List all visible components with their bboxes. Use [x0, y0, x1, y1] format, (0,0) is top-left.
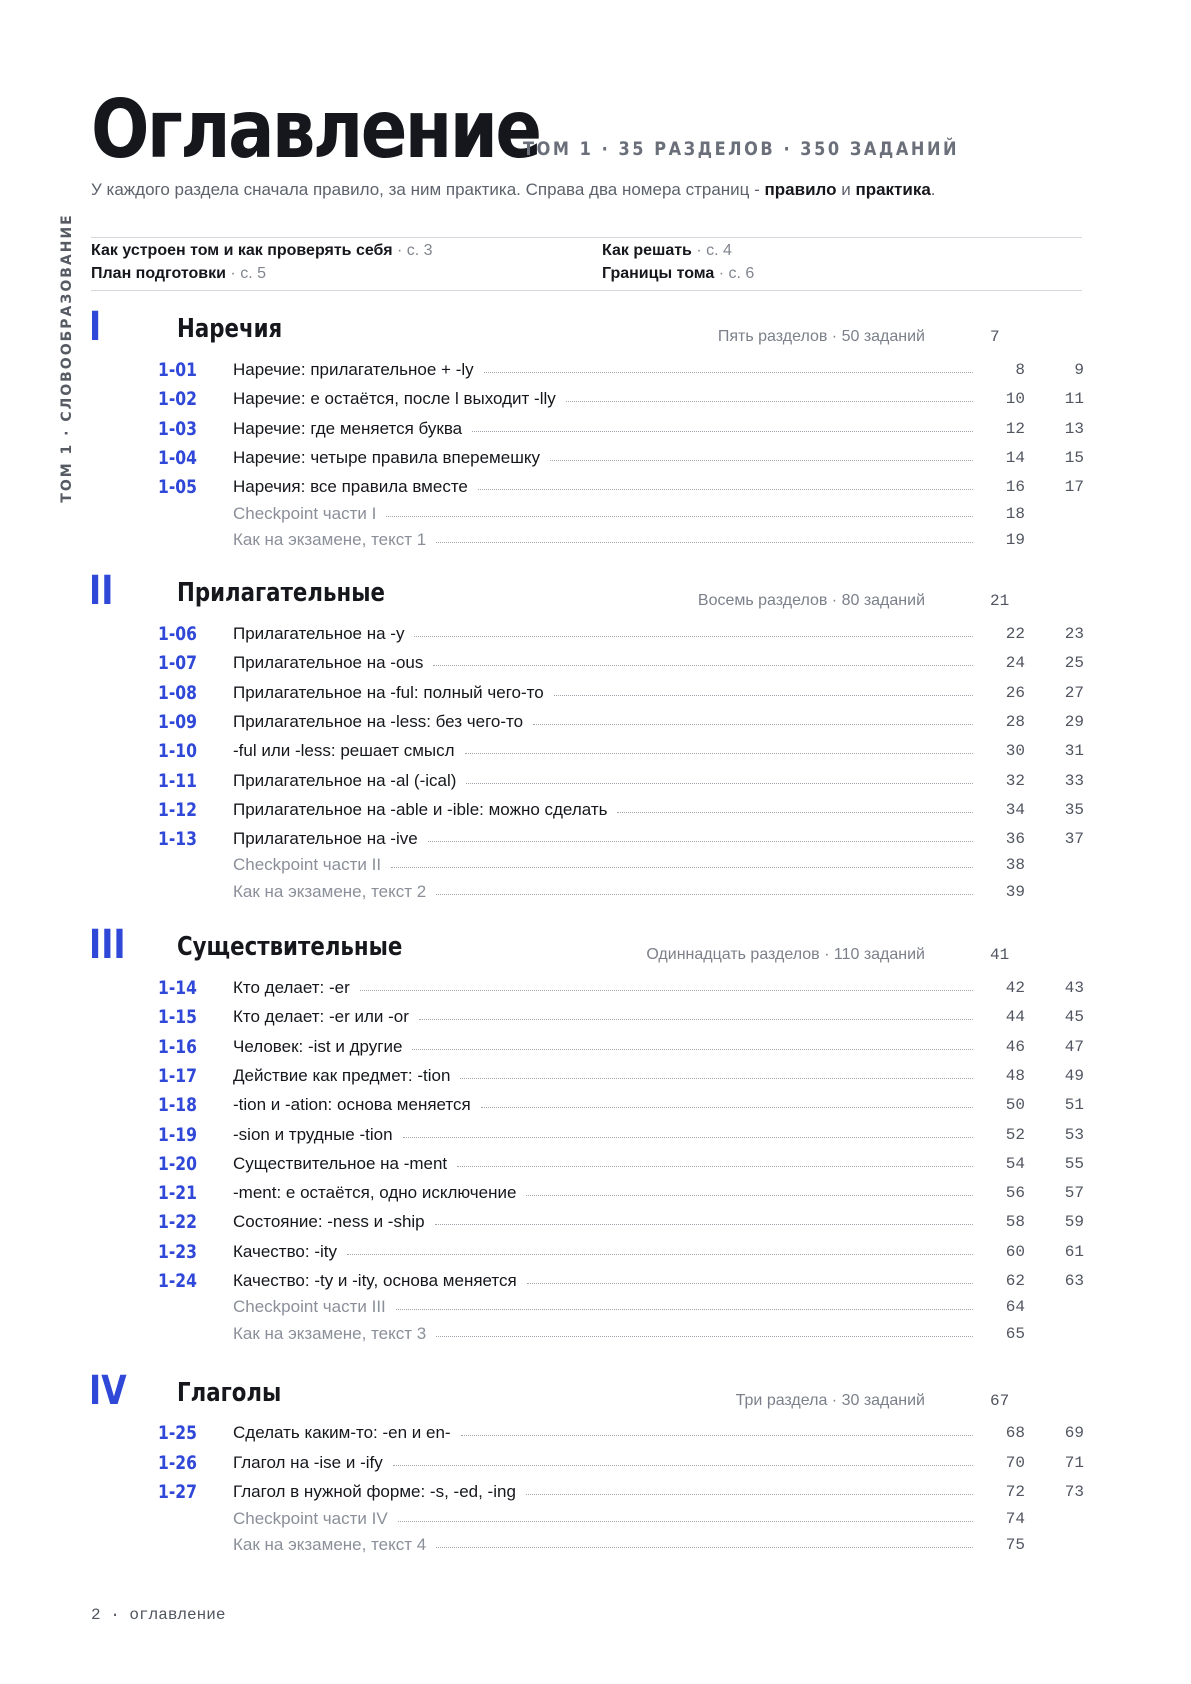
entry-title: -tion и -ation: основа меняется: [233, 1095, 471, 1114]
practice-page-number: 27: [1064, 684, 1084, 702]
front-matter-top-divider: [91, 237, 1082, 238]
section-code: 1-22: [158, 1211, 197, 1233]
entry-title: Как на экзамене, текст 2: [233, 882, 427, 901]
section-code: 1-05: [158, 476, 197, 498]
toc-entry[interactable]: [0, 1180, 1191, 1206]
entry-leader-line: [233, 357, 973, 383]
rule-page-number: 75: [1005, 1536, 1025, 1554]
practice-page-number: 49: [1064, 1067, 1084, 1085]
entry-leader-line: [233, 527, 973, 553]
entry-title: Checkpoint части I: [233, 504, 377, 523]
entry-leader-line: [233, 1151, 973, 1177]
dot-leader: [391, 867, 973, 868]
page-title: Оглавление: [91, 83, 540, 176]
rule-page-number: 14: [1005, 449, 1025, 467]
front-matter-bottom-divider: [91, 290, 1082, 291]
section-code: 1-04: [158, 447, 197, 469]
practice-page-number: 15: [1064, 449, 1084, 467]
practice-page-number: 25: [1064, 654, 1084, 672]
entry-leader-line: [233, 1479, 973, 1505]
front-matter-page: · с. 5: [225, 265, 266, 282]
entry-title: Человек: -ist и другие: [233, 1037, 403, 1056]
entry-leader-line: [233, 738, 973, 764]
rule-page-number: 30: [1005, 742, 1025, 760]
entry-title: Качество: -ty и -ity, основа меняется: [233, 1271, 517, 1290]
rule-page-number: 64: [1005, 1298, 1025, 1316]
rule-page-number: 18: [1005, 505, 1025, 523]
entry-leader-line: [233, 1268, 973, 1294]
entry-leader-line: [233, 1321, 973, 1347]
dot-leader: [617, 812, 973, 813]
section-code: 1-27: [158, 1481, 197, 1503]
dot-leader: [398, 1521, 973, 1522]
entry-title: Качество: -ity: [233, 1242, 337, 1261]
dot-leader: [466, 783, 973, 784]
entry-leader-line: [233, 1506, 973, 1532]
practice-page-number: 69: [1064, 1424, 1084, 1442]
practice-page-number: 9: [1074, 361, 1084, 379]
dot-leader: [461, 1435, 973, 1436]
intro-and: и: [836, 180, 856, 199]
entry-title: Checkpoint части IV: [233, 1509, 388, 1528]
entry-title: Наречие: прилагательное + -ly: [233, 360, 474, 379]
entry-leader-line: [233, 1450, 973, 1476]
dot-leader: [478, 489, 973, 490]
entry-leader-line: [233, 826, 973, 852]
rule-page-number: 19: [1005, 531, 1025, 549]
entry-title: Кто делает: -er или -or: [233, 1007, 409, 1026]
dot-leader: [433, 665, 973, 666]
toc-entry[interactable]: [0, 386, 1191, 412]
entry-title: Глагол на -ise и -ify: [233, 1453, 383, 1472]
entry-leader-line: [233, 650, 973, 676]
section-code: 1-15: [158, 1006, 197, 1028]
practice-page-number: 53: [1064, 1126, 1084, 1144]
entry-leader-line: [233, 386, 973, 412]
part-summary: Три раздела · 30 заданий: [735, 1392, 925, 1409]
part-start-page: 41: [990, 946, 1010, 964]
rule-page-number: 8: [1015, 361, 1025, 379]
part-numeral: II: [89, 568, 114, 614]
part-start-page: 67: [990, 1392, 1010, 1410]
practice-page-number: 45: [1064, 1008, 1084, 1026]
entry-title: Как на экзамене, текст 1: [233, 530, 427, 549]
section-code: 1-25: [158, 1422, 197, 1444]
entry-title: -ful или -less: решает смысл: [233, 741, 455, 760]
practice-page-number: 51: [1064, 1096, 1084, 1114]
front-matter-link[interactable]: [91, 242, 433, 260]
rule-page-number: 62: [1005, 1272, 1025, 1290]
entry-title: -ment: e остаётся, одно исключение: [233, 1183, 517, 1202]
dot-leader: [414, 636, 973, 637]
rule-page-number: 52: [1005, 1126, 1025, 1144]
toc-extra-entry[interactable]: [0, 1506, 1191, 1532]
practice-page-number: 73: [1064, 1483, 1084, 1501]
practice-page-number: 47: [1064, 1038, 1084, 1056]
toc-extra-entry[interactable]: [0, 852, 1191, 878]
practice-page-number: 61: [1064, 1243, 1084, 1261]
front-matter-link[interactable]: [602, 242, 732, 260]
front-matter-page: · с. 3: [392, 242, 433, 259]
entry-title: Прилагательное на -ful: полный чего-то: [233, 683, 544, 702]
section-code: 1-09: [158, 711, 197, 733]
entry-leader-line: [233, 1063, 973, 1089]
toc-entry[interactable]: [0, 709, 1191, 735]
entry-leader-line: [233, 1034, 973, 1060]
entry-leader-line: [233, 1180, 973, 1206]
section-code: 1-07: [158, 652, 197, 674]
section-code: 1-26: [158, 1452, 197, 1474]
toc-entry[interactable]: [0, 797, 1191, 823]
dot-leader: [360, 990, 973, 991]
toc-entry[interactable]: [0, 650, 1191, 676]
entry-leader-line: [233, 975, 973, 1001]
entry-title: Глагол в нужной форме: -s, -ed, -ing: [233, 1482, 516, 1501]
section-code: 1-24: [158, 1270, 197, 1292]
toc-extra-entry[interactable]: [0, 501, 1191, 527]
entry-title: Как на экзамене, текст 4: [233, 1535, 427, 1554]
rule-page-number: 34: [1005, 801, 1025, 819]
toc-entry[interactable]: [0, 1209, 1191, 1235]
section-code: 1-13: [158, 828, 197, 850]
entry-title: Checkpoint части II: [233, 855, 382, 874]
part-start-page: 21: [990, 592, 1010, 610]
entry-leader-line: [233, 416, 973, 442]
rule-page-number: 70: [1005, 1454, 1025, 1472]
rule-page-number: 28: [1005, 713, 1025, 731]
rule-page-number: 26: [1005, 684, 1025, 702]
front-matter-title: План подготовки: [91, 265, 226, 282]
entry-leader-line: [233, 445, 973, 471]
entry-title: Существительное на -ment: [233, 1154, 448, 1173]
rule-page-number: 56: [1005, 1184, 1025, 1202]
part-title[interactable]: Существительные: [177, 932, 403, 962]
toc-entry[interactable]: [0, 1122, 1191, 1148]
page-footer: [91, 1606, 225, 1624]
practice-page-number: 37: [1064, 830, 1084, 848]
entry-leader-line: [233, 1532, 973, 1558]
toc-entry[interactable]: [0, 357, 1191, 383]
toc-entry[interactable]: [0, 1268, 1191, 1294]
section-code: 1-12: [158, 799, 197, 821]
entry-title: Прилагательное на -ous: [233, 653, 424, 672]
section-code: 1-18: [158, 1094, 197, 1116]
dot-leader: [386, 516, 973, 517]
section-code: 1-20: [158, 1153, 197, 1175]
rule-page-number: 50: [1005, 1096, 1025, 1114]
entry-title: Наречие: e остаётся, после l выходит -lly: [233, 389, 556, 408]
dot-leader: [566, 401, 973, 402]
rule-page-number: 68: [1005, 1424, 1025, 1442]
entry-leader-line: [233, 797, 973, 823]
toc-entry[interactable]: [0, 1450, 1191, 1476]
dot-leader: [481, 1107, 973, 1108]
dot-leader: [484, 372, 973, 373]
intro-rule-word: правило: [764, 180, 837, 199]
dot-leader: [472, 431, 973, 432]
entry-title: Прилагательное на -able и -ible: можно сделать: [233, 800, 608, 819]
footer-label: оглавление: [129, 1606, 226, 1624]
toc-entry[interactable]: [0, 738, 1191, 764]
practice-page-number: 59: [1064, 1213, 1084, 1231]
rule-page-number: 46: [1005, 1038, 1025, 1056]
entry-leader-line: [233, 1420, 973, 1446]
dot-leader: [465, 753, 973, 754]
rule-page-number: 48: [1005, 1067, 1025, 1085]
entry-leader-line: [233, 709, 973, 735]
dot-leader: [436, 1547, 973, 1548]
section-code: 1-01: [158, 359, 197, 381]
practice-page-number: 57: [1064, 1184, 1084, 1202]
dot-leader: [526, 1494, 973, 1495]
entry-leader-line: [233, 768, 973, 794]
entry-title: Прилагательное на -less: без чего-то: [233, 712, 524, 731]
entry-leader-line: [233, 1004, 973, 1030]
entry-title: Действие как предмет: -tion: [233, 1066, 451, 1085]
part-numeral: I: [89, 304, 102, 350]
entry-title: Прилагательное на -al (-ical): [233, 771, 457, 790]
dot-leader: [457, 1166, 973, 1167]
dot-leader: [533, 724, 973, 725]
entry-title: Состояние: -ness и -ship: [233, 1212, 425, 1231]
part-numeral: IV: [89, 1368, 127, 1414]
section-code: 1-02: [158, 388, 197, 410]
section-code: 1-08: [158, 682, 197, 704]
dot-leader: [412, 1049, 973, 1050]
rule-page-number: 32: [1005, 772, 1025, 790]
toc-entry[interactable]: [0, 680, 1191, 706]
practice-page-number: 55: [1064, 1155, 1084, 1173]
front-matter-title: Границы тома: [602, 265, 715, 282]
entry-leader-line: [233, 1122, 973, 1148]
toc-entry[interactable]: [0, 1239, 1191, 1265]
dot-leader: [554, 695, 973, 696]
rule-page-number: 42: [1005, 979, 1025, 997]
practice-page-number: 29: [1064, 713, 1084, 731]
dot-leader: [436, 542, 973, 543]
toc-entry[interactable]: [0, 474, 1191, 500]
rule-page-number: 24: [1005, 654, 1025, 672]
entry-title: Checkpoint части III: [233, 1297, 386, 1316]
dot-leader: [396, 1309, 973, 1310]
toc-entry[interactable]: [0, 1063, 1191, 1089]
toc-extra-entry[interactable]: [0, 1321, 1191, 1347]
practice-page-number: 33: [1064, 772, 1084, 790]
intro-practice-word: практика: [855, 180, 931, 199]
practice-page-number: 17: [1064, 478, 1084, 496]
toc-entry[interactable]: [0, 1092, 1191, 1118]
practice-page-number: 35: [1064, 801, 1084, 819]
toc-entry[interactable]: [0, 621, 1191, 647]
rule-page-number: 74: [1005, 1510, 1025, 1528]
intro-lead: У каждого раздела сначала правило, за ним практика. Справа два номера страниц -: [91, 180, 765, 199]
side-volume-label: ТОМ 1 · СЛОВООБРАЗОВАНИЕ: [59, 213, 75, 503]
rule-page-number: 72: [1005, 1483, 1025, 1501]
rule-page-number: 22: [1005, 625, 1025, 643]
dot-leader: [403, 1137, 973, 1138]
toc-entry[interactable]: [0, 416, 1191, 442]
rule-page-number: 60: [1005, 1243, 1025, 1261]
entry-title: Как на экзамене, текст 3: [233, 1324, 427, 1343]
entry-leader-line: [233, 621, 973, 647]
entry-leader-line: [233, 1209, 973, 1235]
practice-page-number: 63: [1064, 1272, 1084, 1290]
entry-title: Наречие: четыре правила вперемешку: [233, 448, 540, 467]
entry-title: Наречия: все правила вместе: [233, 477, 468, 496]
volume-subtitle: ТОМ 1 · 35 РАЗДЕЛОВ · 350 ЗАДАНИЙ: [523, 138, 960, 160]
rule-page-number: 16: [1005, 478, 1025, 496]
toc-entry[interactable]: [0, 1034, 1191, 1060]
rule-page-number: 12: [1005, 420, 1025, 438]
section-code: 1-11: [158, 770, 197, 792]
rule-page-number: 39: [1005, 883, 1025, 901]
intro-text: [91, 180, 936, 200]
toc-extra-entry[interactable]: [0, 879, 1191, 905]
part-title[interactable]: Прилагательные: [177, 578, 385, 608]
rule-page-number: 58: [1005, 1213, 1025, 1231]
front-matter-page: · с. 6: [714, 265, 755, 282]
practice-page-number: 71: [1064, 1454, 1084, 1472]
practice-page-number: 31: [1064, 742, 1084, 760]
dot-leader: [347, 1254, 973, 1255]
rule-page-number: 44: [1005, 1008, 1025, 1026]
part-summary: Одиннадцать разделов · 110 заданий: [646, 946, 925, 963]
front-matter-link[interactable]: [91, 265, 266, 283]
toc-entry[interactable]: [0, 1420, 1191, 1446]
dot-leader: [436, 894, 973, 895]
section-code: 1-10: [158, 740, 197, 762]
toc-entry[interactable]: [0, 1479, 1191, 1505]
section-code: 1-19: [158, 1124, 197, 1146]
dot-leader: [428, 841, 973, 842]
entry-leader-line: [233, 680, 973, 706]
rule-page-number: 38: [1005, 856, 1025, 874]
entry-title: Наречие: где меняется буква: [233, 419, 463, 438]
practice-page-number: 23: [1064, 625, 1084, 643]
toc-entry[interactable]: [0, 768, 1191, 794]
entry-leader-line: [233, 1294, 973, 1320]
entry-leader-line: [233, 852, 973, 878]
rule-page-number: 36: [1005, 830, 1025, 848]
dot-leader: [419, 1019, 973, 1020]
part-title[interactable]: Наречия: [177, 314, 283, 344]
entry-title: -sion и трудные -tion: [233, 1125, 393, 1144]
part-summary: Восемь разделов · 80 заданий: [697, 592, 925, 609]
dot-leader: [435, 1224, 973, 1225]
toc-entry[interactable]: [0, 445, 1191, 471]
practice-page-number: 13: [1064, 420, 1084, 438]
rule-page-number: 65: [1005, 1325, 1025, 1343]
front-matter-page: · с. 4: [691, 242, 732, 259]
dot-leader: [526, 1195, 973, 1196]
practice-page-number: 43: [1064, 979, 1084, 997]
part-numeral: III: [89, 922, 126, 968]
front-matter-link[interactable]: [602, 265, 754, 283]
toc-extra-entry[interactable]: [0, 527, 1191, 553]
entry-title: Сделать каким-то: -en и en-: [233, 1423, 451, 1442]
dot-leader: [460, 1078, 973, 1079]
section-code: 1-14: [158, 977, 197, 999]
section-code: 1-17: [158, 1065, 197, 1087]
toc-entry[interactable]: [0, 1151, 1191, 1177]
toc-entry[interactable]: [0, 826, 1191, 852]
part-summary: Пять разделов · 50 заданий: [717, 328, 925, 345]
toc-entry[interactable]: [0, 1004, 1191, 1030]
intro-end: .: [930, 180, 936, 199]
section-code: 1-03: [158, 418, 197, 440]
front-matter-title: Как устроен том и как проверять себя: [91, 242, 393, 259]
dot-leader: [393, 1465, 973, 1466]
part-start-page: 7: [990, 328, 1000, 346]
footer-page-number: 2: [91, 1606, 101, 1624]
entry-leader-line: [233, 879, 973, 905]
entry-title: Прилагательное на -y: [233, 624, 405, 643]
rule-page-number: 54: [1005, 1155, 1025, 1173]
section-code: 1-23: [158, 1241, 197, 1263]
practice-page-number: 11: [1064, 390, 1084, 408]
entry-leader-line: [233, 1092, 973, 1118]
toc-extra-entry[interactable]: [0, 1532, 1191, 1558]
entry-title: Прилагательное на -ive: [233, 829, 418, 848]
footer-separator: ·: [100, 1606, 130, 1624]
toc-extra-entry[interactable]: [0, 1294, 1191, 1320]
entry-leader-line: [233, 474, 973, 500]
front-matter-title: Как решать: [602, 242, 692, 259]
section-code: 1-16: [158, 1036, 197, 1058]
section-code: 1-06: [158, 623, 197, 645]
entry-leader-line: [233, 1239, 973, 1265]
part-title[interactable]: Глаголы: [177, 1378, 282, 1408]
toc-entry[interactable]: [0, 975, 1191, 1001]
section-code: 1-21: [158, 1182, 197, 1204]
dot-leader: [527, 1283, 973, 1284]
rule-page-number: 10: [1005, 390, 1025, 408]
entry-leader-line: [233, 501, 973, 527]
dot-leader: [436, 1336, 973, 1337]
dot-leader: [550, 460, 973, 461]
entry-title: Кто делает: -er: [233, 978, 350, 997]
